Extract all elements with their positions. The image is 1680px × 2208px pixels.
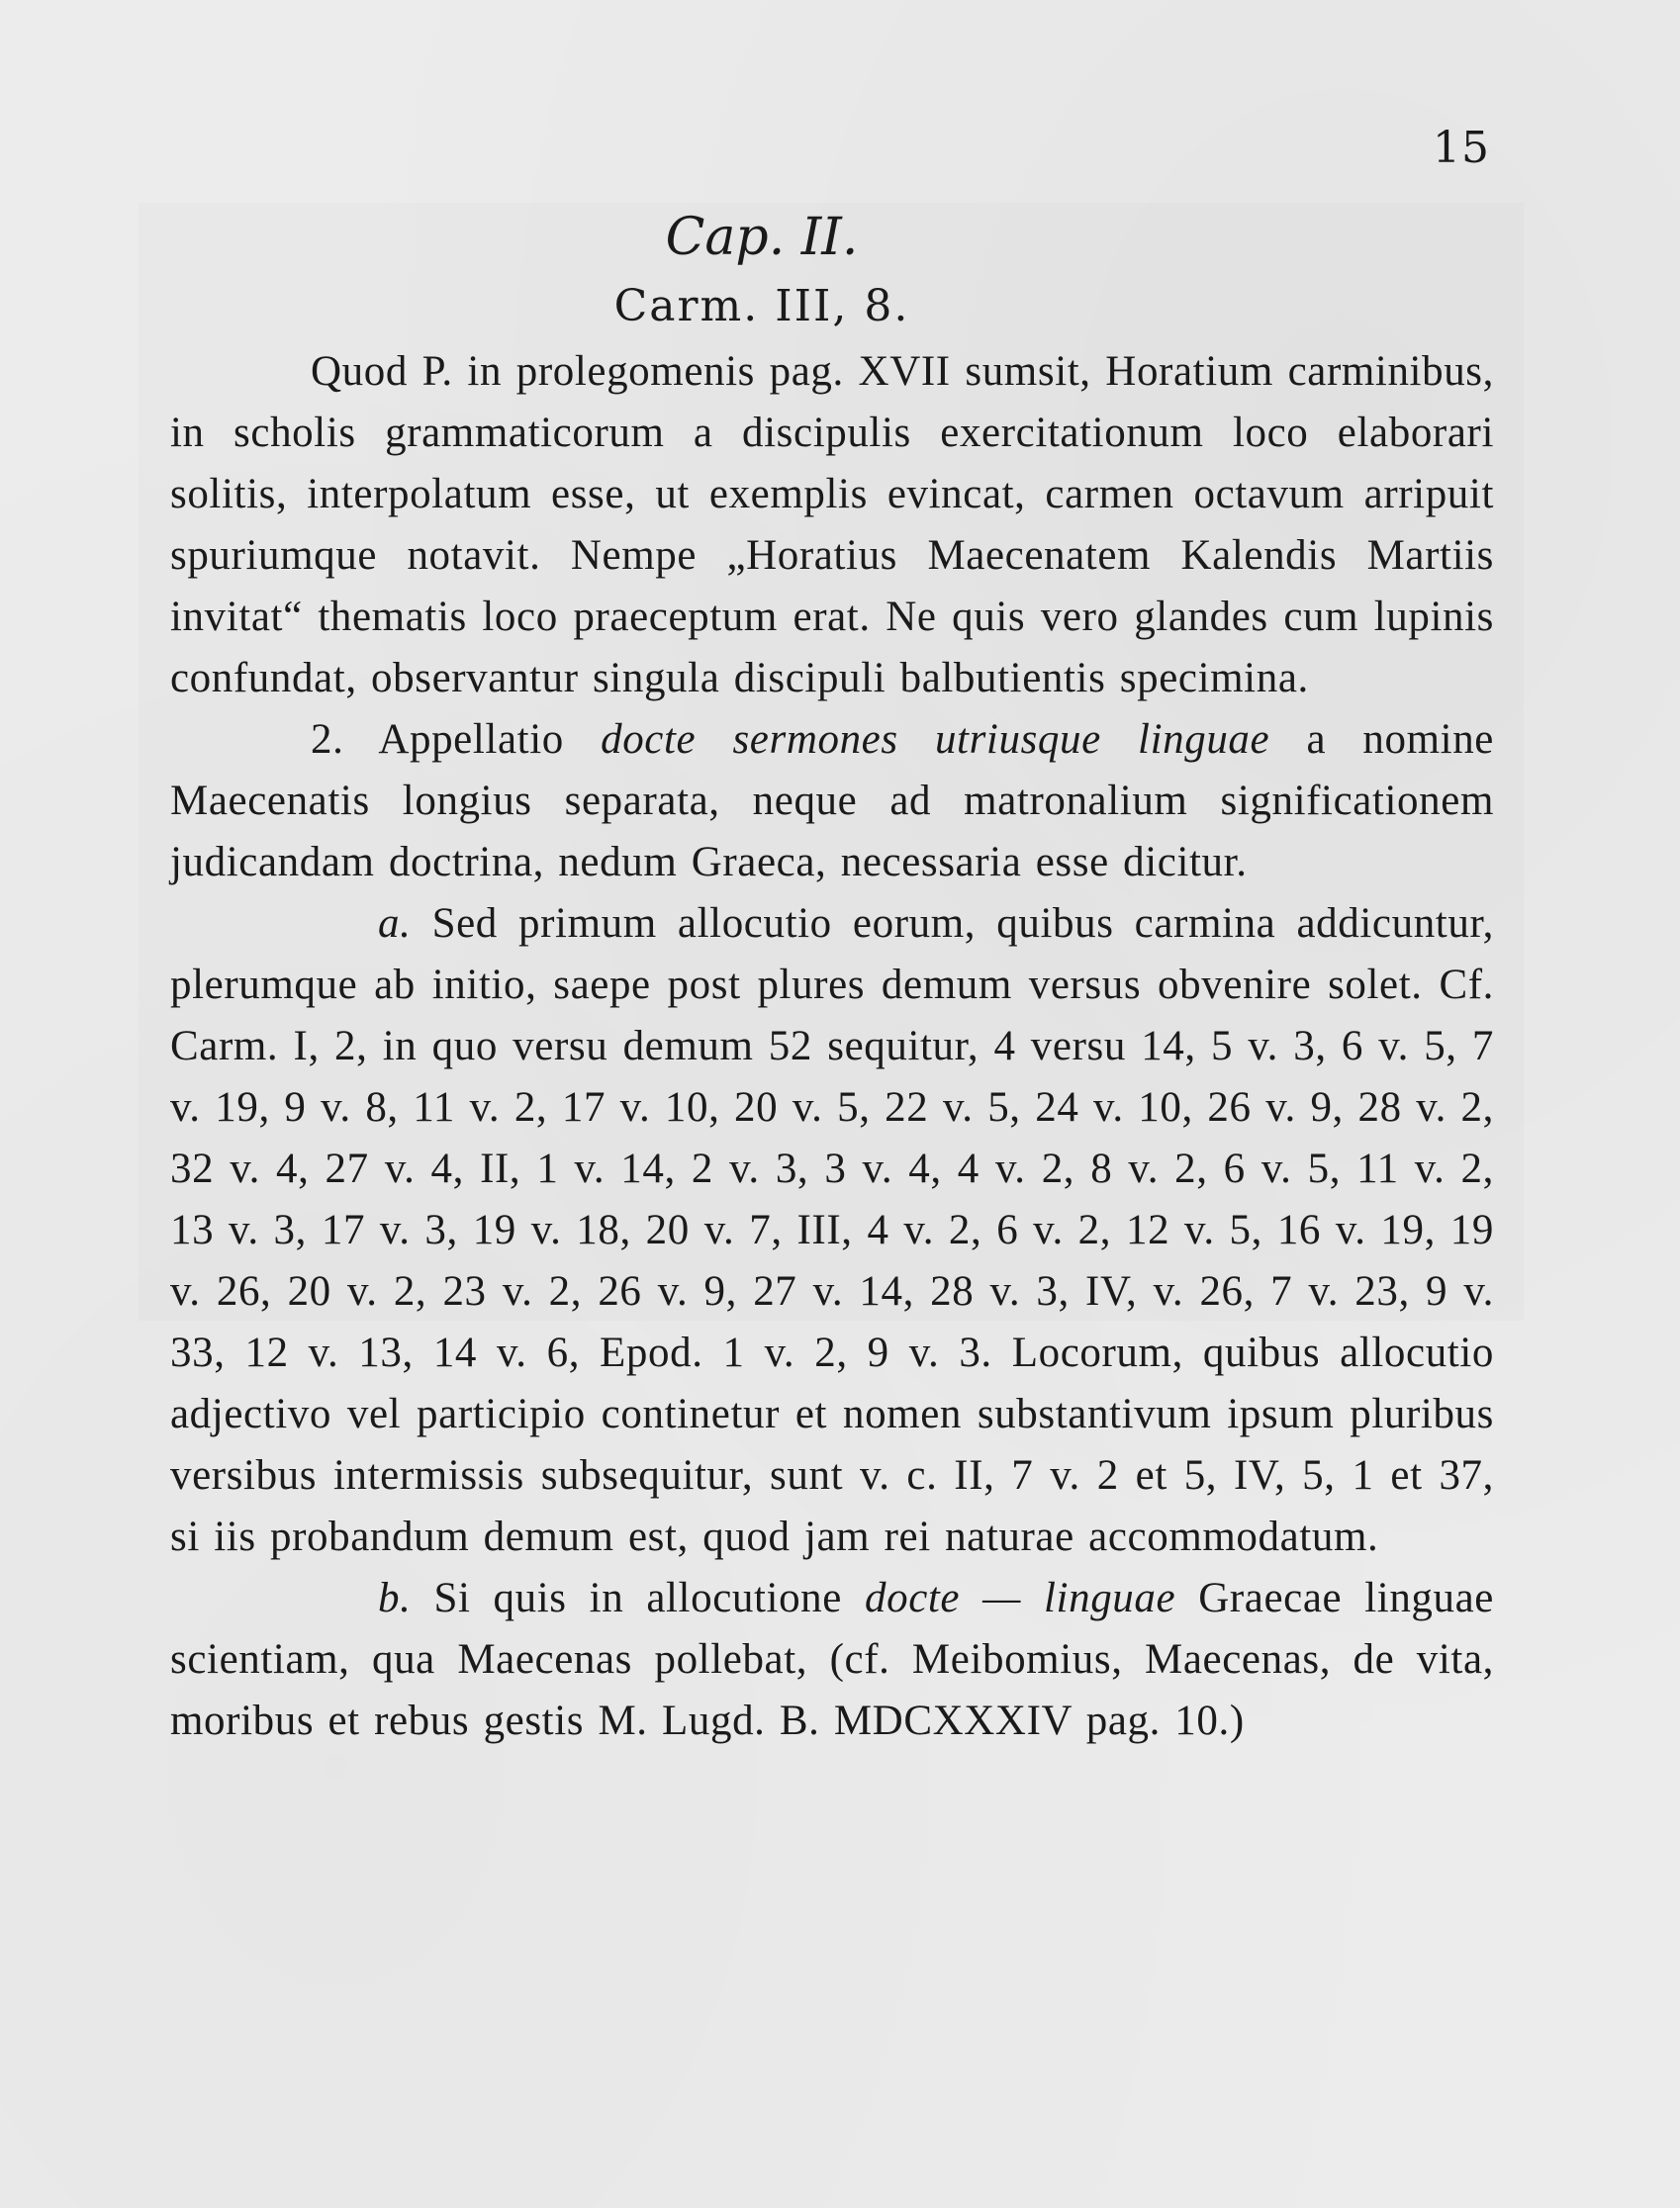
paragraph-4 — [170, 1568, 1494, 1752]
paragraph-4-italic: docte — linguae — [865, 1575, 1176, 1621]
paragraph-2-italic: docte sermones utriusque linguae — [601, 716, 1270, 763]
paragraph-3-text: Sed primum allocutio eorum, quibus carmina addicuntur, plerumque ab initio, saepe post plures demum versus obvenire solet. Cf. Carm. I, 2, in quo versu demum 52 sequitur, 4 versu 14, 5 v. 3, 6 v. 5, 7 v. 19, 9 v. 8, 11 v. 2, 17 v. 10, 20 v. 5, 22 v. 5, 24 v. 10, 26 v. 9, 28 v. 2, 32 v. 4, 27 v. 4, II, 1 v. 14, 2 v. 3, 3 v. 4, 4 v. 2, 8 v. 2, 6 v. 5, 11 v. 2, 13 v. 3, 17 v. 3, 19 v. 18, 20 v. 7, III, 4 v. 2, 6 v. 2, 12 v. 5, 16 v. 19, 19 v. 26, 20 v. 2, 23 v. 2, 26 v. 9, 27 v. 14, 28 v. 3, IV, v. 26, 7 v. 23, 9 v. 33, 12 v. 13, 14 v. 6, Epod. 1 v. 2, 9 v. 3. Locorum, quibus allocutio adjectivo vel participio continetur et nomen substantivum ipsum pluribus versibus intermissis subsequitur, sunt v. c. II, 7 v. 2 et 5, IV, 5, 1 et 37, si iis probandum demum est, quod jam rei naturae accommodatum. — [170, 900, 1494, 1560]
paragraph-3-marker: a. — [378, 900, 412, 947]
section-heading: Carm. III, 8. — [613, 281, 910, 331]
paragraph-4-rest: Graecae linguae scientiam, qua Maecenas pollebat, (cf. Meibomius, Maecenas, de vita, moribus et rebus gestis M. Lugd. B. MDCXXXIV pag. 10.) — [170, 1575, 1494, 1744]
body-text — [170, 341, 1494, 1752]
paragraph-2-lead: 2. Appellatio — [311, 716, 602, 763]
paragraph-2-rest: a nomine Maecenatis longius separata, neque ad matronalium significationem judicandam doctrina, nedum Graeca, necessaria esse dicitur. — [170, 716, 1494, 885]
paragraph-1: Quod P. in prolegomenis pag. XVII sumsit, Horatium carminibus, in scholis grammaticorum a discipulis exercitationum loco elaborari solitis, interpolatum esse, ut exemplis evincat, carmen octavum arripuit spuriumque notavit. Nempe „Horatius Maecenatem Kalendis Martiis invitat“ thematis loco praeceptum erat. Ne quis vero glandes cum lupinis confundat, observantur singula discipuli balbutientis specimina. — [170, 348, 1494, 701]
paragraph-4-marker: b. — [378, 1575, 412, 1621]
paragraph-4-lead: Si quis in allocutione — [411, 1575, 865, 1621]
paragraph-3 — [170, 893, 1494, 1568]
paragraph-2 — [170, 709, 1494, 893]
chapter-heading: Cap. II. — [665, 208, 859, 267]
page-number: 15 — [1433, 123, 1490, 173]
